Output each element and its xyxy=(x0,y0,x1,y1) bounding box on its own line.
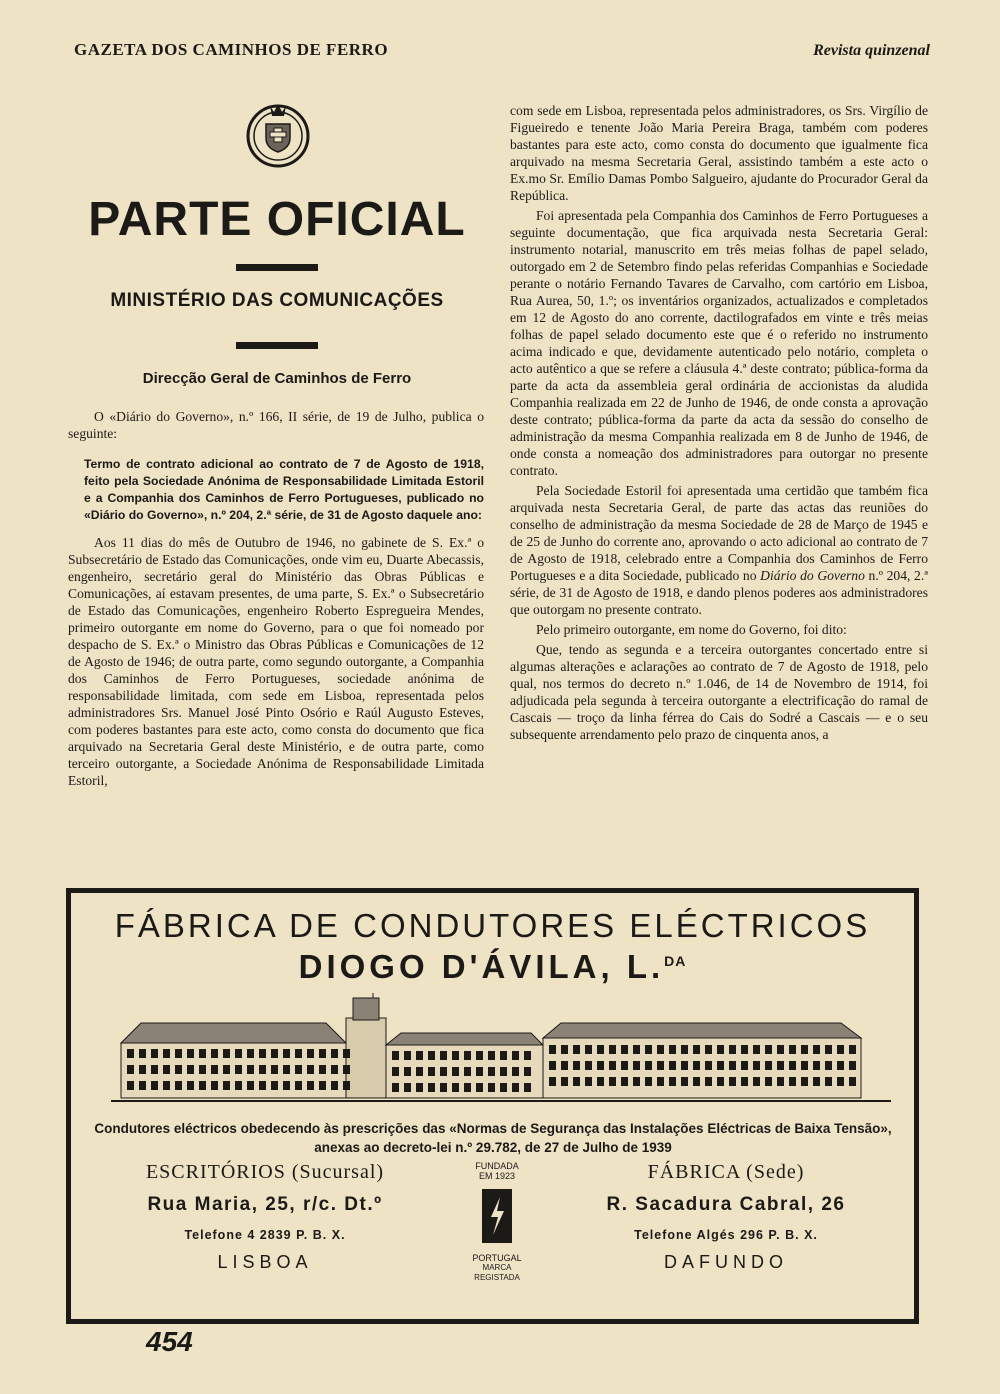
article-paragraph: com sede em Lisboa, representada pelos administradores, os Srs. Virgílio de Figueiredo e tenente João Maria Pereira Braga, também com poderes bastantes para este acto, como consta do documento que igualmente fica arquivado na mesma Secretaria Geral, assistindo também a este acto o Ex.mo Sr. Emílio Damas Pombo Salgueiro, ajudante do Procurador Geral da República. xyxy=(510,103,928,203)
article-column-right xyxy=(510,102,928,746)
office-phone: Telefone 4 2839 P. B. X. xyxy=(184,1228,346,1242)
office-city: LISBOA xyxy=(217,1252,313,1272)
badge-founded: FUNDADA xyxy=(475,1161,519,1171)
publication-reference: Diário do Governo xyxy=(760,568,865,583)
publication-frequency: Revista quinzenal xyxy=(813,42,930,59)
office-title: ESCRITÓRIOS (Sucursal) xyxy=(145,1161,385,1183)
article-column-left xyxy=(68,408,484,792)
article-paragraph: Pelo primeiro outorgante, em nome do Governo, foi dito: xyxy=(536,622,847,637)
ad-company-name: DIOGO D'ÁVILA, L.$^{DA}$ xyxy=(298,948,687,985)
factory-phone: Telefone Algés 296 P. B. X. xyxy=(634,1228,818,1242)
department-heading: Direcção Geral de Caminhos de Ferro xyxy=(142,370,412,387)
factory-city: DAFUNDO xyxy=(664,1252,788,1272)
section-title: PARTE OFICIAL xyxy=(88,193,466,246)
badge-registered: MARCA REGISTADA xyxy=(474,1263,520,1282)
badge-year: EM 1923 xyxy=(478,1171,516,1181)
ad-description: Condutores eléctricos obedecendo às prescrições das «Normas de Segurança das Instalações Eléctricas de Baixa Tensão», anexas ao decreto-lei n.º 29.782, de 27 de Julho de 1939 xyxy=(94,1121,892,1155)
ad-headline: FÁBRICA DE CONDUTORES ELÉCTRICOS xyxy=(114,907,871,944)
factory-illustration xyxy=(111,993,891,1123)
advertisement xyxy=(66,888,919,1324)
office-address: Rua Maria, 25, r/c. Dt.º xyxy=(147,1194,383,1215)
office-block xyxy=(85,1161,445,1273)
paragraph-text: Pela Sociedade Estoril foi apresentada uma certidão que também fica arquivada nesta Secretaria Geral, de parte das actas das reuniões do conselho de administração da mesma Sociedade de 28 de Março de 1945 e de 25 de Junho do corrente ano, aprovando o acto adicional ao contrato de 7 de Agosto de 1918, celebrado entre a Companhia dos Caminhos de Ferro Portugueses e a dita Sociedade, publicado no xyxy=(510,483,928,583)
article-paragraph: Aos 11 dias do mês de Outubro de 1946, no gabinete de S. Ex.ª o Subsecretário de Estado das Comunicações, onde vim eu, Duarte Abecassis, engenheiro, secretário geral do Ministério das Obras Públicas e Comunicações, aí estavam presentes, de uma parte, S. Ex.ª o Subsecretário de Estado das Comunicações, engenheiro Roberto Espregueira Mendes, primeiro outorgante em nome do Governo, para o que foi nomeado por despacho de S. Ex.ª o Ministro das Obras Públicas e Comunicações de 12 de Agosto de 1946; de outra parte, como segundo outorgante, a Companhia dos Caminhos de Ferro Portugueses, sociedade anónima de responsabilidade limitada, com sede em Lisboa, representada pelos administradores Srs. Manuel José Pinto Osório e Raúl Augusto Esteves, com poderes bastantes para este acto, como consta do documento que fica arquivado na Secretaria Geral deste Ministério, e de outra parte, como terceiro outorgante, a Sociedade Anónima de Responsabilidade Limitada Estoril, xyxy=(68,535,484,788)
article-paragraph: Que, tendo as segunda e a terceira outorgantes concertado entre si algumas alterações e aclarações ao contrato de 7 de Agosto de 1918, pelo qual, nos termos do decreto n.º 1.046, de 14 de Novembro de 1914, foi adjudicada pela segunda à terceira outorgante a electrificação do ramal de Cascais — troço da linha férrea do Cais do Sodré a Cascais — e o seu subsequente arrendamento pelo prazo de cinquenta anos, a xyxy=(510,642,928,742)
factory-title: FÁBRICA (Sede) xyxy=(647,1161,805,1183)
ministry-heading: MINISTÉRIO DAS COMUNICAÇÕES xyxy=(110,290,444,311)
article-paragraph: Foi apresentada pela Companhia dos Caminhos de Ferro Portugueses a seguinte documentação, que fica arquivada nesta Secretaria Geral: instrumento notarial, manuscrito em três meias folhas de papel selado, outorgado em 2 de Setembro findo pelas referidas Companhias e Sociedade perante o notário Fernando Tavares de Carvalho, com cartório em Lisboa, Rua Aurea, 50, 1.º; os inventários organizados, actualizados e completados em 12 de Agosto do ano corrente, dactilografados em vinte e três meias folhas de papel selado documento este que é o referido no instrumento acima indicado e que, devidamente autenticado pelo notário, completa o acto autêntico a que se refere a cláusula 4.ª deste contrato; pública-forma da parte da acta da assembleia geral ordinária de accionistas da aludida Companhia realizada em 22 de Junho de 1946, de onde consta a aprovação deste contrato; pública-forma da parte da acta da sessão do conselho de administração da mesma Companhia realizada em 8 de Junho de 1946, de onde consta a nomeação dos administradores para outorgar no presente contrato. xyxy=(510,208,928,478)
intro-paragraph: O «Diário do Governo», n.º 166, II série, de 19 de Julho, publica o seguinte: xyxy=(68,409,484,441)
divider xyxy=(236,264,318,271)
page-number: 454 xyxy=(146,1326,193,1357)
publication-title: GAZETA DOS CAMINHOS DE FERRO xyxy=(74,40,389,59)
badge-mid: DA xyxy=(490,1189,504,1199)
divider xyxy=(236,342,318,349)
factory-address: R. Sacadura Cabral, 26 xyxy=(606,1194,846,1215)
coat-of-arms-icon xyxy=(244,100,312,168)
trademark-badge xyxy=(467,1161,527,1281)
paragraph-text: n.º 204, 2.ª série, de 31 de Agosto de 1918, e dando plenos poderes aos administradores que outorgam no presente contrato. xyxy=(510,568,928,617)
contract-term-title: Termo de contrato adicional ao contrato de 7 de Agosto de 1918, feito pela Sociedade Anónima de Responsabilidade Limitada Estoril e a Companhia dos Caminhos de Ferro Portugueses, publicado no «Diário do Governo», n.º 204, 2.ª série, de 31 de Agosto daquele ano: xyxy=(84,457,484,522)
article-paragraph xyxy=(510,482,928,618)
factory-block xyxy=(541,1161,911,1273)
company-suffix: DA xyxy=(664,953,687,969)
badge-country: PORTUGAL xyxy=(472,1253,522,1263)
